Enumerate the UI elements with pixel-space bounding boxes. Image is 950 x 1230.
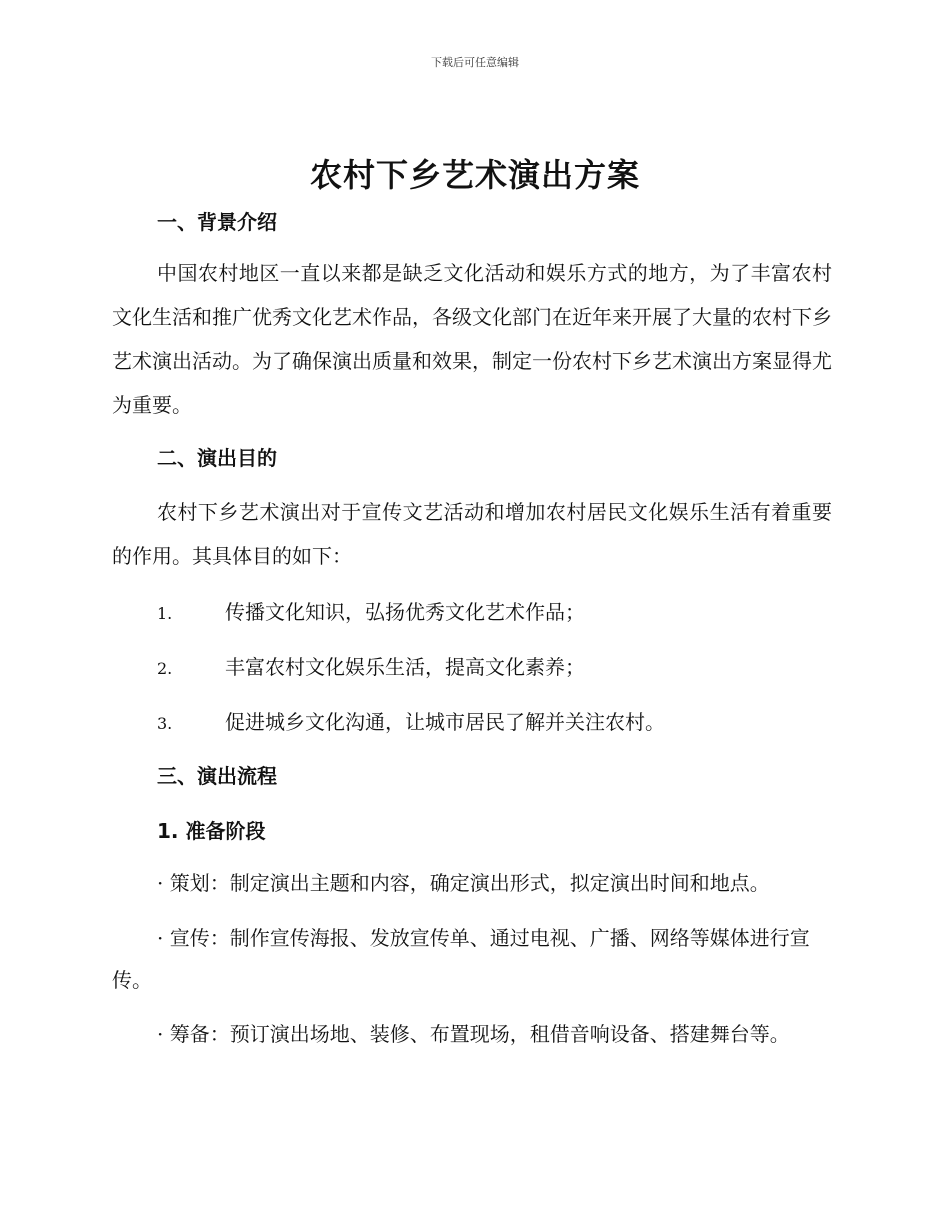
bullet-planning: · 策划：制定演出主题和内容，确定演出形式，拟定演出时间和地点。 [157,871,770,895]
section-heading-background: 一、背景介绍 [157,210,277,234]
list-number: 3. [157,714,173,733]
list-text: 促进城乡文化沟通，让城市居民了解并关注农村。 [225,710,665,734]
list-text: 丰富农村文化娱乐生活，提高文化素养； [225,655,585,679]
section-heading-purpose: 二、演出目的 [157,446,277,470]
list-number: 2. [157,659,173,678]
list-item [157,651,585,680]
subheading-preparation: 1. 准备阶段 [157,819,266,843]
section-heading-process: 三、演出流程 [157,764,277,788]
purpose-paragraph: 农村下乡艺术演出对于宣传文艺活动和增加农村居民文化娱乐生活有着重要的作用。其具体目的如下： [112,500,832,568]
list-item [157,596,585,625]
list-text: 传播文化知识，弘扬优秀文化艺术作品； [225,600,585,624]
header-note: 下载后可任意编辑 [431,56,519,69]
bullet-publicity: · 宣传：制作宣传海报、发放宣传单、通过电视、广播、网络等媒体进行宣传。 [112,926,810,992]
list-item [157,706,665,735]
background-paragraph: 中国农村地区一直以来都是缺乏文化活动和娱乐方式的地方，为了丰富农村文化生活和推广优秀文化艺术作品，各级文化部门在近年来开展了大量的农村下乡艺术演出活动。为了确保演出质量和效果，制定一份农村下乡艺术演出方案显得尤为重要。 [112,261,832,417]
bullet-preparation: · 筹备：预订演出场地、装修、布置现场，租借音响设备、搭建舞台等。 [157,1022,790,1046]
document-title: 农村下乡艺术演出方案 [309,156,640,194]
list-number: 1. [157,604,173,623]
